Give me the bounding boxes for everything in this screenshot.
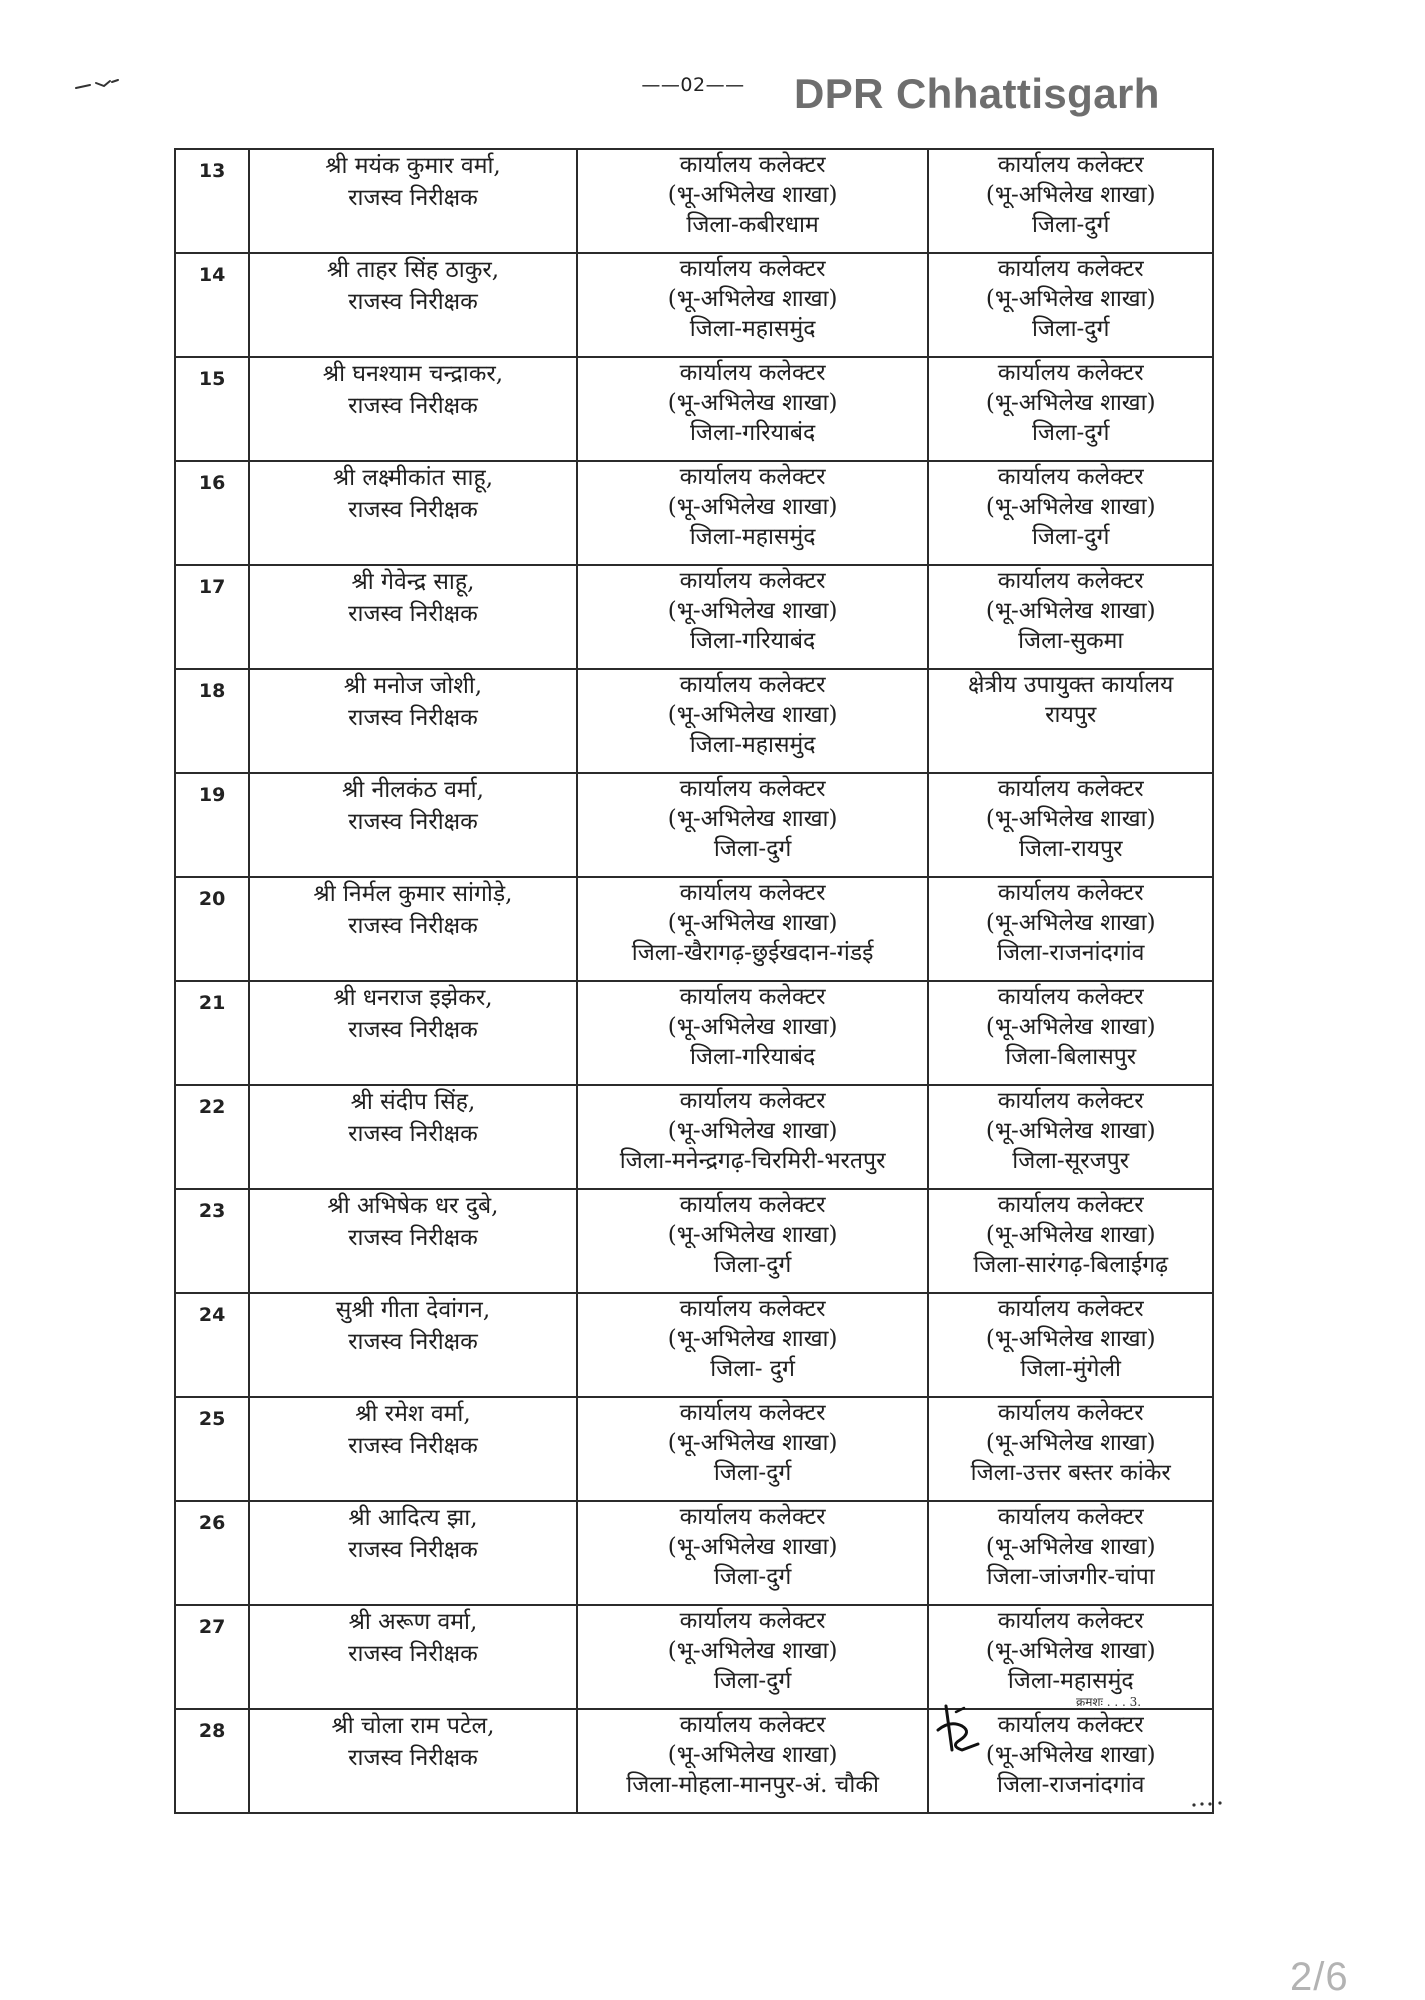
new-office-line: जिला-राजनांदगांव bbox=[997, 940, 1145, 966]
new-office-cell bbox=[928, 981, 1213, 1085]
table-row bbox=[175, 1605, 1213, 1709]
new-office-line: जिला-बिलासपुर bbox=[1005, 1044, 1137, 1070]
current-office-line: (भू-अभिलेख शाखा) bbox=[667, 1118, 838, 1144]
current-office-line: कार्यालय कलेक्टर bbox=[679, 1504, 826, 1530]
current-office-line: जिला-मनेन्द्रगढ़-चिरमिरी-भरतपुर bbox=[619, 1148, 886, 1174]
new-office-line: कार्यालय कलेक्टर bbox=[997, 776, 1144, 802]
current-office-line: (भू-अभिलेख शाखा) bbox=[667, 598, 838, 624]
current-office-cell bbox=[577, 1397, 929, 1501]
new-office-line: (भू-अभिलेख शाखा) bbox=[985, 910, 1156, 936]
signature-mark bbox=[932, 1700, 986, 1758]
new-office-cell bbox=[928, 149, 1213, 253]
name-line: श्री धनराज इझेकर, bbox=[333, 985, 493, 1011]
current-office-line: कार्यालय कलेक्टर bbox=[679, 568, 826, 594]
employee-name-cell bbox=[249, 773, 577, 877]
new-office-line: जिला-मुंगेली bbox=[1020, 1356, 1122, 1382]
current-office-line: (भू-अभिलेख शाखा) bbox=[667, 806, 838, 832]
new-office-line: (भू-अभिलेख शाखा) bbox=[985, 1534, 1156, 1560]
name-line: श्री ताहर सिंह ठाकुर, bbox=[326, 257, 500, 283]
table-row bbox=[175, 565, 1213, 669]
employee-name-cell bbox=[249, 253, 577, 357]
current-office-line: जिला-कबीरधाम bbox=[686, 212, 819, 238]
new-office-line: जिला-राजनांदगांव bbox=[997, 1772, 1145, 1798]
name-line: राजस्व निरीक्षक bbox=[348, 1433, 478, 1459]
new-office-line: जिला-जांजगीर-चांपा bbox=[986, 1564, 1155, 1590]
table-row bbox=[175, 149, 1213, 253]
new-office-cell bbox=[928, 1605, 1213, 1709]
employee-name-cell bbox=[249, 1501, 577, 1605]
new-office-line: जिला-सारंगढ़-बिलाईगढ़ bbox=[973, 1252, 1169, 1278]
current-office-line: जिला-गरियाबंद bbox=[689, 1044, 816, 1070]
new-office-cell bbox=[928, 1397, 1213, 1501]
current-office-line: जिला-दुर्ग bbox=[713, 1252, 792, 1278]
name-line: राजस्व निरीक्षक bbox=[348, 1641, 478, 1667]
current-office-line: (भू-अभिलेख शाखा) bbox=[667, 286, 838, 312]
name-line: राजस्व निरीक्षक bbox=[348, 393, 478, 419]
employee-name-cell bbox=[249, 149, 577, 253]
current-office-line: जिला-महासमुंद bbox=[689, 316, 816, 342]
current-office-cell bbox=[577, 357, 929, 461]
current-office-line: (भू-अभिलेख शाखा) bbox=[667, 1638, 838, 1664]
new-office-line: (भू-अभिलेख शाखा) bbox=[985, 1430, 1156, 1456]
current-office-line: कार्यालय कलेक्टर bbox=[679, 152, 826, 178]
new-office-line: कार्यालय कलेक्टर bbox=[997, 568, 1144, 594]
current-office-cell bbox=[577, 1605, 929, 1709]
current-office-cell bbox=[577, 1189, 929, 1293]
current-office-line: (भू-अभिलेख शाखा) bbox=[667, 1014, 838, 1040]
name-line: राजस्व निरीक्षक bbox=[348, 809, 478, 835]
serial-number-cell: 20 bbox=[175, 877, 249, 981]
table-row bbox=[175, 357, 1213, 461]
new-office-line: कार्यालय कलेक्टर bbox=[997, 880, 1144, 906]
current-office-line: जिला-महासमुंद bbox=[689, 524, 816, 550]
current-office-line: (भू-अभिलेख शाखा) bbox=[667, 1326, 838, 1352]
new-office-line: (भू-अभिलेख शाखा) bbox=[985, 806, 1156, 832]
new-office-line: (भू-अभिलेख शाखा) bbox=[985, 286, 1156, 312]
transfer-list-table bbox=[174, 148, 1214, 1814]
name-line: राजस्व निरीक्षक bbox=[348, 1537, 478, 1563]
new-office-line: (भू-अभिलेख शाखा) bbox=[985, 598, 1156, 624]
current-office-line: जिला-गरियाबंद bbox=[689, 628, 816, 654]
name-line: राजस्व निरीक्षक bbox=[348, 913, 478, 939]
corner-pen-mark bbox=[74, 76, 122, 92]
employee-name-cell bbox=[249, 1085, 577, 1189]
current-office-cell bbox=[577, 1085, 929, 1189]
current-office-line: कार्यालय कलेक्टर bbox=[679, 1192, 826, 1218]
current-office-line: जिला-गरियाबंद bbox=[689, 420, 816, 446]
current-office-cell bbox=[577, 1501, 929, 1605]
new-office-line: जिला-दुर्ग bbox=[1031, 524, 1110, 550]
new-office-line: कार्यालय कलेक्टर bbox=[997, 1088, 1144, 1114]
table-row bbox=[175, 981, 1213, 1085]
new-office-cell bbox=[928, 461, 1213, 565]
name-line: श्री रमेश वर्मा, bbox=[355, 1401, 471, 1427]
current-office-line: कार्यालय कलेक्टर bbox=[679, 1088, 826, 1114]
new-office-line: कार्यालय कलेक्टर bbox=[997, 256, 1144, 282]
current-office-line: (भू-अभिलेख शाखा) bbox=[667, 1430, 838, 1456]
current-office-line: जिला-खैरागढ़-छुईखदान-गंडई bbox=[631, 940, 874, 966]
current-office-line: कार्यालय कलेक्टर bbox=[679, 464, 826, 490]
header-title: DPR Chhattisgarh bbox=[794, 70, 1160, 117]
name-line: श्री घनश्याम चन्द्राकर, bbox=[322, 361, 504, 387]
current-office-line: कार्यालय कलेक्टर bbox=[679, 1296, 826, 1322]
current-office-cell bbox=[577, 877, 929, 981]
new-office-line: (भू-अभिलेख शाखा) bbox=[985, 1638, 1156, 1664]
name-line: श्री आदित्य झा, bbox=[348, 1505, 478, 1531]
current-office-cell bbox=[577, 773, 929, 877]
viewer-page-indicator: 2/6 bbox=[1290, 1955, 1349, 1999]
current-office-cell bbox=[577, 253, 929, 357]
current-office-line: कार्यालय कलेक्टर bbox=[679, 1608, 826, 1634]
current-office-line: कार्यालय कलेक्टर bbox=[679, 776, 826, 802]
employee-name-cell bbox=[249, 1189, 577, 1293]
serial-number-cell: 17 bbox=[175, 565, 249, 669]
current-office-line: जिला-दुर्ग bbox=[713, 1668, 792, 1694]
current-office-cell bbox=[577, 1709, 929, 1813]
name-line: श्री अरूण वर्मा, bbox=[348, 1609, 478, 1635]
current-office-line: जिला-दुर्ग bbox=[713, 1460, 792, 1486]
new-office-line: कार्यालय कलेक्टर bbox=[997, 152, 1144, 178]
new-office-line: (भू-अभिलेख शाखा) bbox=[985, 1014, 1156, 1040]
name-line: राजस्व निरीक्षक bbox=[348, 497, 478, 523]
current-office-line: कार्यालय कलेक्टर bbox=[679, 984, 826, 1010]
table-row bbox=[175, 1085, 1213, 1189]
new-office-line: जिला-महासमुंद bbox=[1007, 1668, 1134, 1694]
current-office-line: कार्यालय कलेक्टर bbox=[679, 672, 826, 698]
new-office-cell bbox=[928, 565, 1213, 669]
name-line: श्री मनोज जोशी, bbox=[343, 673, 483, 699]
name-line: श्री चोला राम पटेल, bbox=[331, 1713, 495, 1739]
current-office-cell bbox=[577, 461, 929, 565]
margin-dots-mark bbox=[1190, 1800, 1226, 1808]
name-line: राजस्व निरीक्षक bbox=[348, 1121, 478, 1147]
name-line: श्री अभिषेक धर दुबे, bbox=[327, 1193, 499, 1219]
employee-name-cell bbox=[249, 461, 577, 565]
name-line: राजस्व निरीक्षक bbox=[348, 705, 478, 731]
name-line: श्री लक्ष्मीकांत साहू, bbox=[332, 465, 494, 491]
new-office-line: कार्यालय कलेक्टर bbox=[997, 360, 1144, 386]
serial-number-cell: 24 bbox=[175, 1293, 249, 1397]
new-office-line: जिला-दुर्ग bbox=[1031, 420, 1110, 446]
employee-name-cell bbox=[249, 1709, 577, 1813]
current-office-line: कार्यालय कलेक्टर bbox=[679, 360, 826, 386]
page-number-line: ——02—— bbox=[641, 74, 745, 96]
employee-name-cell bbox=[249, 877, 577, 981]
new-office-line: जिला-दुर्ग bbox=[1031, 212, 1110, 238]
new-office-cell bbox=[928, 1293, 1213, 1397]
table-row bbox=[175, 461, 1213, 565]
serial-number-cell: 26 bbox=[175, 1501, 249, 1605]
new-office-line: (भू-अभिलेख शाखा) bbox=[985, 494, 1156, 520]
name-line: श्री निर्मल कुमार सांगोड़े, bbox=[313, 881, 513, 907]
new-office-line: (भू-अभिलेख शाखा) bbox=[985, 390, 1156, 416]
current-office-line: (भू-अभिलेख शाखा) bbox=[667, 1222, 838, 1248]
serial-number-cell: 23 bbox=[175, 1189, 249, 1293]
table-row bbox=[175, 877, 1213, 981]
current-office-line: (भू-अभिलेख शाखा) bbox=[667, 1742, 838, 1768]
name-line: श्री संदीप सिंह, bbox=[350, 1089, 476, 1115]
new-office-line: क्षेत्रीय उपायुक्त कार्यालय bbox=[968, 672, 1174, 698]
new-office-line: (भू-अभिलेख शाखा) bbox=[985, 1222, 1156, 1248]
new-office-cell bbox=[928, 357, 1213, 461]
name-line: राजस्व निरीक्षक bbox=[348, 1329, 478, 1355]
serial-number-cell: 22 bbox=[175, 1085, 249, 1189]
serial-number-cell: 16 bbox=[175, 461, 249, 565]
employee-name-cell bbox=[249, 1605, 577, 1709]
name-line: राजस्व निरीक्षक bbox=[348, 1225, 478, 1251]
employee-name-cell bbox=[249, 669, 577, 773]
new-office-line: कार्यालय कलेक्टर bbox=[997, 1504, 1144, 1530]
new-office-line: जिला-सूरजपुर bbox=[1012, 1148, 1130, 1174]
new-office-line: कार्यालय कलेक्टर bbox=[997, 1192, 1144, 1218]
serial-number-cell: 13 bbox=[175, 149, 249, 253]
current-office-line: जिला-दुर्ग bbox=[713, 1564, 792, 1590]
new-office-line: जिला-सुकमा bbox=[1018, 628, 1124, 654]
current-office-line: (भू-अभिलेख शाखा) bbox=[667, 494, 838, 520]
serial-number-cell: 19 bbox=[175, 773, 249, 877]
serial-number-cell: 21 bbox=[175, 981, 249, 1085]
current-office-line: कार्यालय कलेक्टर bbox=[679, 256, 826, 282]
serial-number-cell: 27 bbox=[175, 1605, 249, 1709]
new-office-line: (भू-अभिलेख शाखा) bbox=[985, 1742, 1156, 1768]
serial-number-cell: 14 bbox=[175, 253, 249, 357]
name-line: श्री नीलकंठ वर्मा, bbox=[341, 777, 484, 803]
employee-name-cell bbox=[249, 1397, 577, 1501]
name-line: राजस्व निरीक्षक bbox=[348, 1745, 478, 1771]
current-office-cell bbox=[577, 149, 929, 253]
new-office-cell bbox=[928, 1501, 1213, 1605]
table-row bbox=[175, 1189, 1213, 1293]
new-office-cell bbox=[928, 669, 1213, 773]
employee-name-cell bbox=[249, 565, 577, 669]
transfer-list-body bbox=[175, 149, 1213, 1813]
continuation-note: क्रमशः . . . 3. bbox=[1076, 1695, 1142, 1709]
current-office-line: जिला-महासमुंद bbox=[689, 732, 816, 758]
new-office-line: जिला-उत्तर बस्तर कांकेर bbox=[970, 1460, 1171, 1486]
new-office-cell bbox=[928, 773, 1213, 877]
name-line: सुश्री गीता देवांगन, bbox=[335, 1297, 491, 1323]
new-office-line: कार्यालय कलेक्टर bbox=[997, 984, 1144, 1010]
new-office-line: (भू-अभिलेख शाखा) bbox=[985, 182, 1156, 208]
table-row bbox=[175, 1709, 1213, 1813]
current-office-line: कार्यालय कलेक्टर bbox=[679, 880, 826, 906]
table-row bbox=[175, 1501, 1213, 1605]
new-office-line: कार्यालय कलेक्टर bbox=[997, 1712, 1144, 1738]
new-office-line: कार्यालय कलेक्टर bbox=[997, 464, 1144, 490]
new-office-line: (भू-अभिलेख शाखा) bbox=[985, 1326, 1156, 1352]
current-office-line: (भू-अभिलेख शाखा) bbox=[667, 390, 838, 416]
serial-number-cell: 25 bbox=[175, 1397, 249, 1501]
new-office-line: कार्यालय कलेक्टर bbox=[997, 1400, 1144, 1426]
employee-name-cell bbox=[249, 981, 577, 1085]
current-office-line: (भू-अभिलेख शाखा) bbox=[667, 910, 838, 936]
current-office-line: (भू-अभिलेख शाखा) bbox=[667, 702, 838, 728]
new-office-line: कार्यालय कलेक्टर bbox=[997, 1608, 1144, 1634]
employee-name-cell bbox=[249, 357, 577, 461]
current-office-line: जिला-मोहला-मानपुर-अं. चौकी bbox=[626, 1772, 879, 1798]
table-row bbox=[175, 669, 1213, 773]
table-row bbox=[175, 1397, 1213, 1501]
current-office-cell bbox=[577, 981, 929, 1085]
current-office-cell bbox=[577, 1293, 929, 1397]
table-row bbox=[175, 1293, 1213, 1397]
new-office-line: रायपुर bbox=[1045, 702, 1097, 728]
new-office-line: जिला-दुर्ग bbox=[1031, 316, 1110, 342]
serial-number-cell: 18 bbox=[175, 669, 249, 773]
employee-name-cell bbox=[249, 1293, 577, 1397]
current-office-line: जिला-दुर्ग bbox=[713, 836, 792, 862]
new-office-line: कार्यालय कलेक्टर bbox=[997, 1296, 1144, 1322]
name-line: राजस्व निरीक्षक bbox=[348, 1017, 478, 1043]
current-office-line: (भू-अभिलेख शाखा) bbox=[667, 182, 838, 208]
current-office-line: कार्यालय कलेक्टर bbox=[679, 1400, 826, 1426]
name-line: श्री मयंक कुमार वर्मा, bbox=[325, 153, 501, 179]
name-line: राजस्व निरीक्षक bbox=[348, 185, 478, 211]
serial-number-cell: 28 bbox=[175, 1709, 249, 1813]
current-office-cell bbox=[577, 669, 929, 773]
current-office-line: (भू-अभिलेख शाखा) bbox=[667, 1534, 838, 1560]
new-office-cell bbox=[928, 877, 1213, 981]
new-office-line: (भू-अभिलेख शाखा) bbox=[985, 1118, 1156, 1144]
name-line: श्री गेवेन्द्र साहू, bbox=[351, 569, 475, 595]
name-line: राजस्व निरीक्षक bbox=[348, 601, 478, 627]
current-office-line: कार्यालय कलेक्टर bbox=[679, 1712, 826, 1738]
new-office-cell bbox=[928, 1085, 1213, 1189]
serial-number-cell: 15 bbox=[175, 357, 249, 461]
table-row bbox=[175, 253, 1213, 357]
name-line: राजस्व निरीक्षक bbox=[348, 289, 478, 315]
new-office-cell bbox=[928, 253, 1213, 357]
new-office-cell bbox=[928, 1189, 1213, 1293]
table-row bbox=[175, 773, 1213, 877]
current-office-cell bbox=[577, 565, 929, 669]
current-office-line: जिला- दुर्ग bbox=[710, 1356, 796, 1382]
new-office-line: जिला-रायपुर bbox=[1018, 836, 1123, 862]
